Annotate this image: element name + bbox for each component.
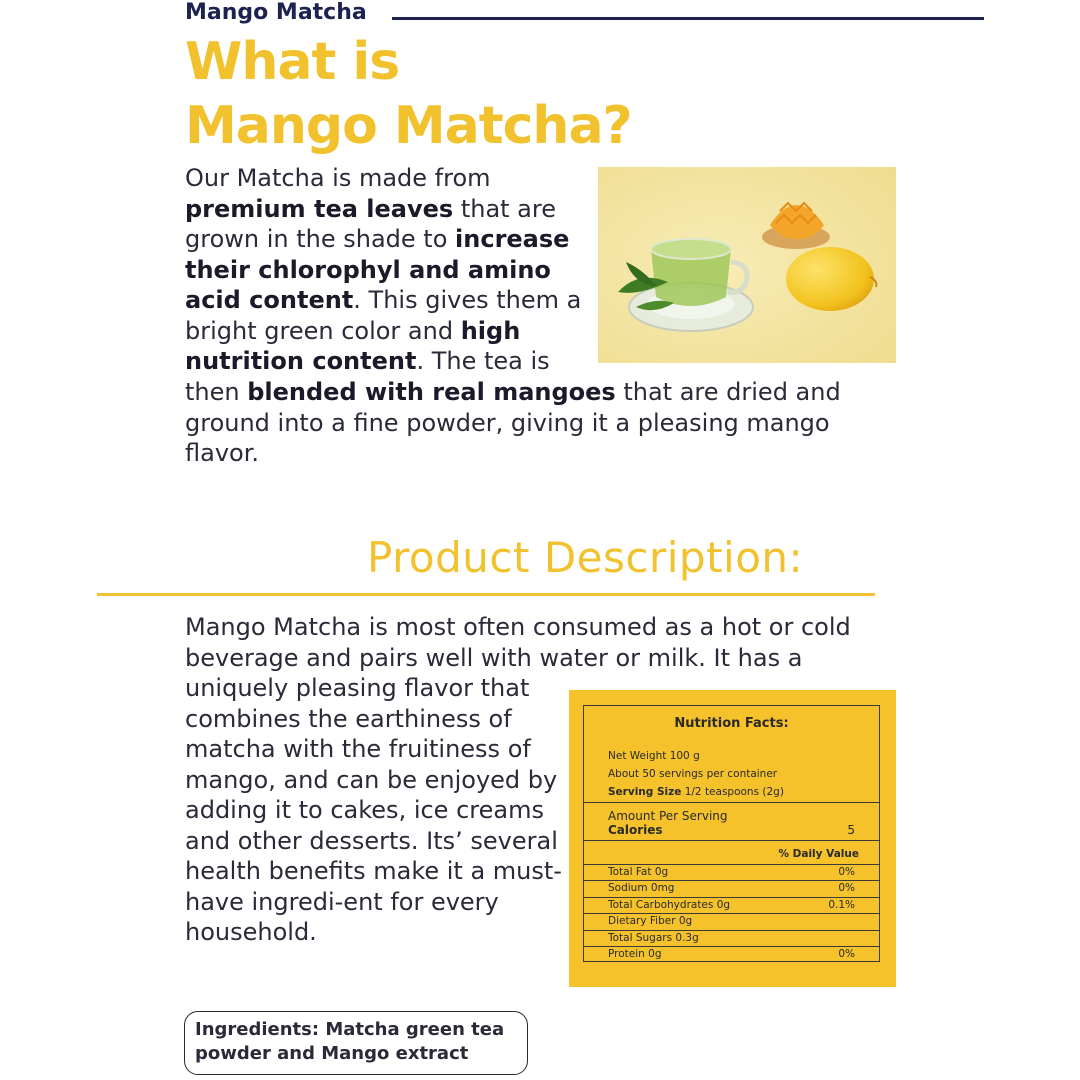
intro-text: that are dried and ground into a fine powder, giving it a pleasing mango flavor.: [185, 378, 841, 467]
nutrient-value: 0.1%: [828, 898, 855, 911]
nutrition-facts-table: [583, 705, 880, 962]
intro-highlight: blended with real mangoes: [247, 378, 616, 406]
nutrient-row: [584, 864, 879, 881]
product-photo: [598, 167, 896, 363]
intro-highlight: increase their chlorophyl and amino acid content: [185, 225, 570, 314]
amount-per-serving: Amount Per Serving: [608, 809, 728, 823]
nutrient-value: 0%: [838, 866, 855, 878]
intro-paragraph-continued: [185, 377, 905, 469]
ingredients-box: Ingredients: Matcha green tea powder and Mango extract: [184, 1011, 528, 1075]
nutrient-row: [584, 880, 879, 897]
nutrient-label: Dietary Fiber 0g: [608, 915, 693, 928]
brand-name: Mango Matcha: [185, 0, 367, 25]
intro-highlight: high nutrition content: [185, 316, 521, 375]
intro-paragraph: [185, 163, 600, 377]
section-divider: [97, 593, 875, 596]
net-weight: Net Weight 100 g: [608, 750, 700, 762]
matcha-mango-illustration: [598, 167, 896, 363]
title-line-2: Mango Matcha?: [185, 96, 632, 156]
nutrient-label: Total Sugars 0.3g: [608, 931, 699, 944]
serving-size-value: 1/2 teaspoons (2g): [684, 786, 784, 798]
title-line-1: What is: [185, 32, 400, 92]
serving-size-label: Serving Size: [608, 786, 682, 798]
nutrition-title: Nutrition Facts:: [674, 716, 789, 731]
nutrient-label: Protein 0g: [608, 948, 662, 960]
intro-highlight: premium tea leaves: [185, 194, 454, 223]
nutrient-label: Total Fat 0g: [608, 866, 669, 878]
daily-value-header: % Daily Value: [778, 848, 859, 860]
table-divider: [584, 840, 879, 841]
calories-value: 5: [847, 823, 855, 837]
serving-size: [608, 786, 784, 798]
nutrition-facts-panel: [569, 690, 896, 987]
page-title: [185, 30, 632, 158]
nutrient-row: [584, 946, 879, 963]
calories-label: Calories: [608, 823, 663, 837]
description-paragraph: Mango Matcha is most often consumed as a hot or cold beverage and pairs well with water or milk. It has a: [185, 613, 851, 672]
servings-per-container: About 50 servings per container: [608, 768, 778, 780]
intro-text: then: [185, 378, 248, 406]
intro-text: . This gives them a bright green color and: [185, 286, 582, 345]
nutrient-row: [584, 913, 879, 930]
nutrient-row: [584, 930, 879, 947]
header-divider: [392, 17, 984, 20]
description-paragraph-continued: uniquely pleasing flavor that combines the earthiness of matcha with the fruitiness of mango, and can be enjoyed by adding it to cakes, ice creams and other desserts. Its’ several health benefits make it a must-have ingredi-ent for every household.: [185, 674, 562, 946]
intro-text: . The tea is: [416, 347, 550, 375]
intro-text: that are grown in the shade to: [185, 194, 556, 253]
nutrient-label: Total Carbohydrates 0g: [608, 898, 731, 911]
nutrient-value: 0%: [838, 948, 855, 960]
section-title: Product Description:: [367, 533, 804, 582]
nutrient-label: Sodium 0mg: [608, 882, 675, 895]
table-divider: [584, 802, 879, 803]
nutrient-value: 0%: [838, 882, 855, 895]
intro-text: Our Matcha is made from: [185, 164, 491, 192]
nutrient-row: [584, 897, 879, 914]
